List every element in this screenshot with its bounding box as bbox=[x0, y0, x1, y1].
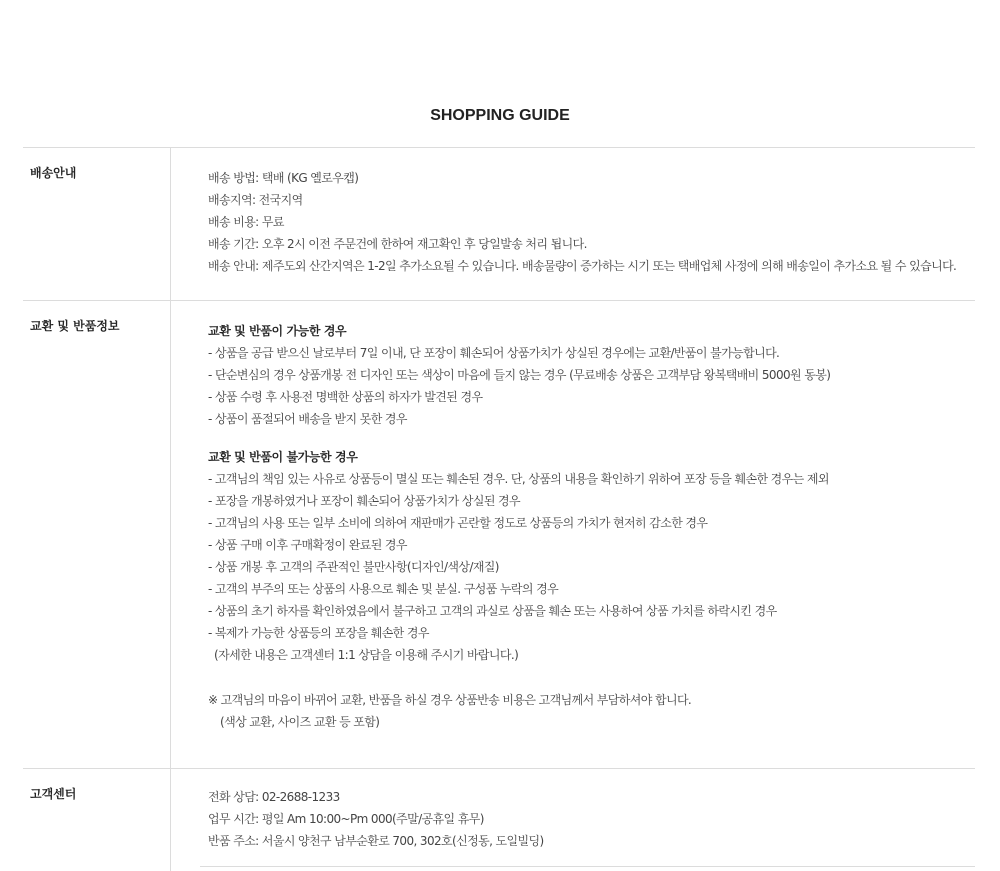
list-item: - 상품 수령 후 사용전 명백한 상품의 하자가 발견된 경우 bbox=[208, 390, 483, 404]
exchange-impossible-title: 교환 및 반품이 불가능한 경우 bbox=[208, 450, 358, 464]
delivery-cost: 배송 비용: 무료 bbox=[208, 215, 284, 229]
list-item: - 상품을 공급 받으신 날로부터 7일 이내, 단 포장이 훼손되어 상품가치가 상실된 경우에는 교환/반품이 불가능합니다. bbox=[208, 346, 780, 360]
delivery-notice: 배송 안내: 제주도외 산간지역은 1-2일 추가소요될 수 있습니다. 배송물량이 증가하는 시기 또는 택배업체 사정에 의해 배송일이 추가소요 될 수 있습니다. bbox=[208, 259, 957, 273]
support-phone: 전화 상담: 02-2688-1233 bbox=[208, 790, 340, 804]
page-title: SHOPPING GUIDE bbox=[430, 107, 570, 124]
return-cost-notice-sub: (색상 교환, 사이즈 교환 등 포함) bbox=[220, 715, 380, 729]
list-item: - 고객의 부주의 또는 상품의 사용으로 훼손 및 분실. 구성품 누락의 경우 bbox=[208, 582, 559, 596]
spacer bbox=[208, 430, 975, 446]
delivery-section bbox=[23, 148, 975, 301]
return-cost-notice: ※ 고객님의 마음이 바뀌어 교환, 반품을 하실 경우 상품반송 비용은 고객님께서 부담하셔야 합니다. bbox=[208, 693, 692, 707]
shopping-guide-table bbox=[23, 147, 975, 871]
list-item: - 상품이 품절되어 배송을 받지 못한 경우 bbox=[208, 412, 407, 426]
delivery-period: 배송 기간: 오후 2시 이전 주문건에 한하여 재고확인 후 당일발송 처리 됩니다. bbox=[208, 237, 587, 251]
exchange-content bbox=[171, 301, 975, 768]
list-item: - 상품의 초기 하자를 확인하였음에서 불구하고 고객의 과실로 상품을 훼손 또는 사용하여 상품 가치를 하락시킨 경우 bbox=[208, 604, 777, 618]
list-item: - 복제가 가능한 상품등의 포장을 훼손한 경우 bbox=[208, 626, 429, 640]
support-heading: 고객센터 bbox=[23, 769, 171, 871]
list-item: - 고객님의 책임 있는 사유로 상품등이 멸실 또는 훼손된 경우. 단, 상품의 내용을 확인하기 위하여 포장 등을 훼손한 경우는 제외 bbox=[208, 472, 829, 486]
spacer bbox=[208, 666, 975, 689]
list-item: - 고객님의 사용 또는 일부 소비에 의하여 재판매가 곤란할 정도로 상품등의 가치가 현저히 감소한 경우 bbox=[208, 516, 708, 530]
exchange-section bbox=[23, 301, 975, 769]
delivery-content bbox=[171, 148, 975, 300]
list-item: - 상품 구매 이후 구매확정이 완료된 경우 bbox=[208, 538, 407, 552]
delivery-region: 배송지역: 전국지역 bbox=[208, 193, 303, 207]
support-return-address: 반품 주소: 서울시 양천구 남부순환로 700, 302호(신정동, 도일빌딩) bbox=[208, 834, 544, 848]
list-item: - 포장을 개봉하였거나 포장이 훼손되어 상품가치가 상실된 경우 bbox=[208, 494, 521, 508]
list-item: - 상품 개봉 후 고객의 주관적인 불만사항(디자인/색상/재질) bbox=[208, 560, 499, 574]
delivery-heading: 배송안내 bbox=[23, 148, 171, 300]
support-hours: 업무 시간: 평일 Am 10:00~Pm 000(주말/공휴일 휴무) bbox=[208, 812, 484, 826]
support-section bbox=[23, 769, 975, 871]
list-item: - 단순변심의 경우 상품개봉 전 디자인 또는 색상이 마음에 들지 않는 경우 (무료배송 상품은 고객부담 왕복택배비 5000원 동봉) bbox=[208, 368, 831, 382]
detail-note: (자세한 내용은 고객센터 1:1 상담을 이용해 주시기 바랍니다.) bbox=[214, 648, 519, 662]
delivery-method: 배송 방법: 택배 (KG 옐로우캡) bbox=[208, 171, 359, 185]
divider bbox=[200, 866, 975, 867]
exchange-possible-title: 교환 및 반품이 가능한 경우 bbox=[208, 324, 347, 338]
support-content bbox=[171, 769, 975, 871]
exchange-heading: 교환 및 반품정보 bbox=[23, 301, 171, 768]
